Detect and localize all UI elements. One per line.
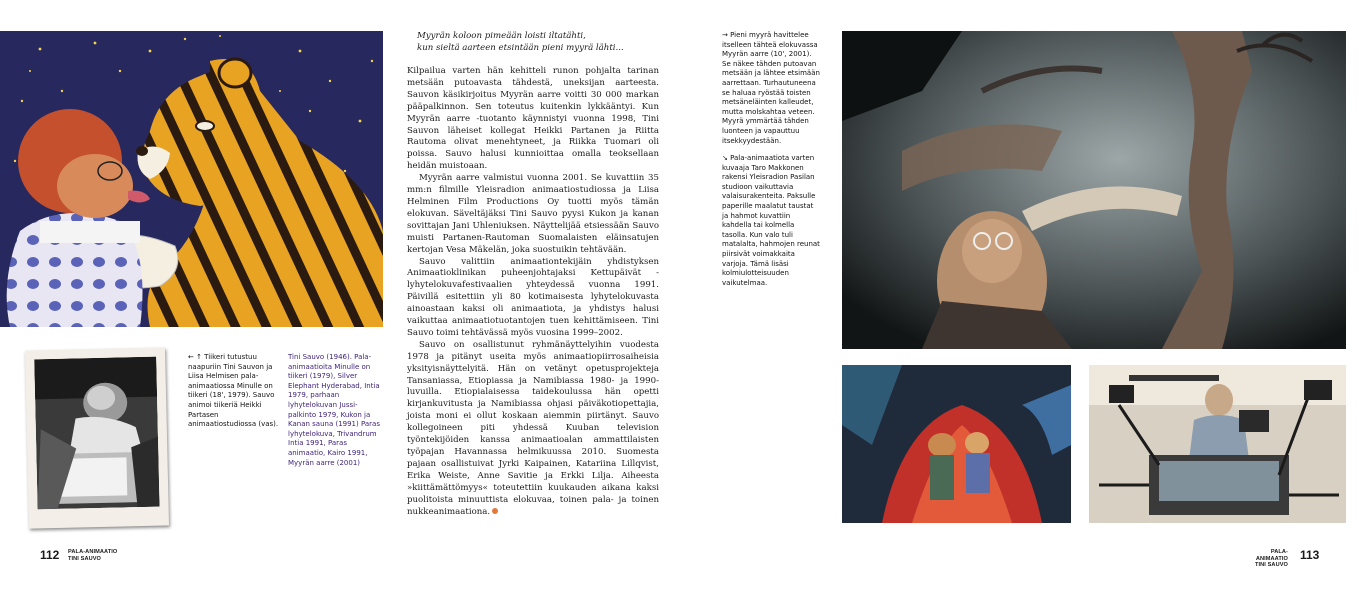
article-paragraph: Sauvo on osallistunut ryhmänäyttelyihin vuodesta 1978 ja pitänyt useita myös animaatiopiirrosaiheisia yksityisnäyttelyitä. Hän on vetänyt opetusprojekteja Tansaniassa, Etiopiassa ja Namibiassa 1980- ja 1990-luvuilla. Etiopialaisessa taidekoulussa hän opetti kirjankuvitusta ja Namibiassa ohjasi päiväkotiopettajia, joista moni ei ollut koskaan aiemmin piirtänyt. Sauvo kollegoineen piti yhdessä Kuuban television työntekijöiden kanssa animaatioalan ammattilaisten työpajan Havannassa helmikuussa 2010. Suomesta pajaan osallistuivat Jyrki Kaipainen, Katariina Lillqvist, Erika Weiste, Anne Savitie ja Erkki Lilja. Aiheesta »kiittämättömyys« toteutettiin kuukauden aikana kaksi puolitoista minuuttista elokuvaa, toinen pala- ja toinen nukkeanimaationa. [407,339,659,517]
poem-line: Myyrän koloon pimeään loisti iltatähti, [417,31,586,41]
tiger-illustration [0,31,383,327]
running-head-name: TINI SAUVO [68,555,102,562]
article-paragraph: Kilpailua varten hän kehitteli runon pohjalta tarinan metsään putoavasta tähdestä, uneksijan aarteesta. Sauvon käsikirjoitus Myyrän aarre voitti 30 000 markan pääpalkinnon. Sen toteutus kuitenkin lykkääntyi. Kun Myyrän aarre -tuotanto käynnistyi vuonna 1998, Tini Sauvon läheiset kollegat Heikki Partanen ja Riitta Rautoma olivat menehtyneet, ja Riikka Tuomari oli poissa. Sauvo halusi kunnioittaa omalla teoksellaan heidän muistoaan. [407,66,659,172]
running-head-name: TINI SAUVO [1254,562,1288,569]
studio-camera-rig-photo [1089,365,1346,523]
page-number-left: 112 [40,548,60,562]
caption-studio [722,154,820,296]
running-head-left [68,549,117,562]
article-paragraph: Sauvo valittiin animaationtekijäin yhdistyksen Animaatioklinikan puheenjohtajaksi Kettupäivät -lyhytelokuvafestivaalien yhteydessä vuonna 1991. Päivillä esitettiin yli 80 kotimaisesta lyhytelokuvasta ainoastaan kaksi oli animaatiota, ja yhdistys halusi vaikuttaa animaatiotuotantojen tuen kehittämiseen. Tini Sauvo toimi tehtävässä myös vuosina 1999–2002. [407,256,659,338]
fox-and-hen-still [842,365,1071,523]
bio-caption-text: Tini Sauvo (1946). Pala-animaatioita Minulle on tiikeri (1979), Silver Elephant Hyderabad, Intia 1979, parhaan lyhytelokuvan Jussi-palkinto 1979, Kukon ja Kanan sauna (1991) Paras lyhytelokuva, Trivandrum Intia 1991, Paras animaatio, Kairo 1991, Myyrän aarre (2001) [288,353,380,467]
studio-photo-frame [25,347,169,528]
poem-line: kun sieltä aarteen etsintään pieni myyrä lähti... [417,43,624,53]
photo-caption-text: ← ↑ Tiikeri tutustuu naapuriin Tini Sauvon ja Liisa Helmisen pala-animaatiossa Minulle on tiikeri (18', 1979). Sauvo animoi tiikeriä Heikki Partasen animaatiostudiossa (vas). [188,353,279,429]
photo-caption [188,353,281,438]
running-head-right [1240,549,1288,569]
animator-at-desk-photo [34,357,159,510]
caption-studio-text: ↘ Pala-animaatiota varten kuvaaja Taro Makkonen rakensi Yleisradion Pasilan studioon vaikuttavia valaisurakenteita. Paksulle paperille maalatut taustat ja hahmot kuvattiin kahdella tai kolmella tasolla. Kun valo tuli matalalta, hahmojen reunat piirsivät voimakkaita varjoja. Tämä lisäsi kolmiulotteisuuden vaikutelmaa. [722,154,820,287]
article-paragraph: Myyrän aarre valmistui vuonna 2001. Se kuvattiin 35 mm:n filmille Yleisradion animaatiostudiossa ja Liisa Helminen Film Productions Oy tuotti myös tämän elokuvan. Säveltäjäksi Tini Sauvo pyysi Kukon ja kanan sovittajan Jani Uhleniuksen. Näyttelijää etsiessään Sauvo muisti Partanen-Rautoman Suomalaisten eläinsatujen kertojan Vesa Mäkelän, joka suostuikin tehtävään. [407,173,659,255]
caption-mole-film-text: → Pieni myyrä havittelee itselleen tähteä elokuvassa Myyrän aarre (10', 2001). Se näkee tähden putoavan metsään ja lähtee etsimään aarrettaan. Turhautuneena se haluaa ryöstää toisten metsäneläinten kalleudet, mutta molskahtaa veteen. Myyrä ymmärtää tähden luonteen ja vapauttuu itsekkyydestään. [722,31,820,145]
running-head-section: PALA-ANIMAATIO [1255,549,1288,562]
caption-mole-film [722,31,820,154]
mole-in-forest-still [842,31,1346,349]
end-mark-icon [492,508,498,514]
poem [417,30,667,54]
running-head-section: PALA-ANIMAATIO [68,549,118,555]
article-body [407,66,659,518]
bio-caption [288,353,384,476]
page-number-right: 113 [1300,548,1320,562]
